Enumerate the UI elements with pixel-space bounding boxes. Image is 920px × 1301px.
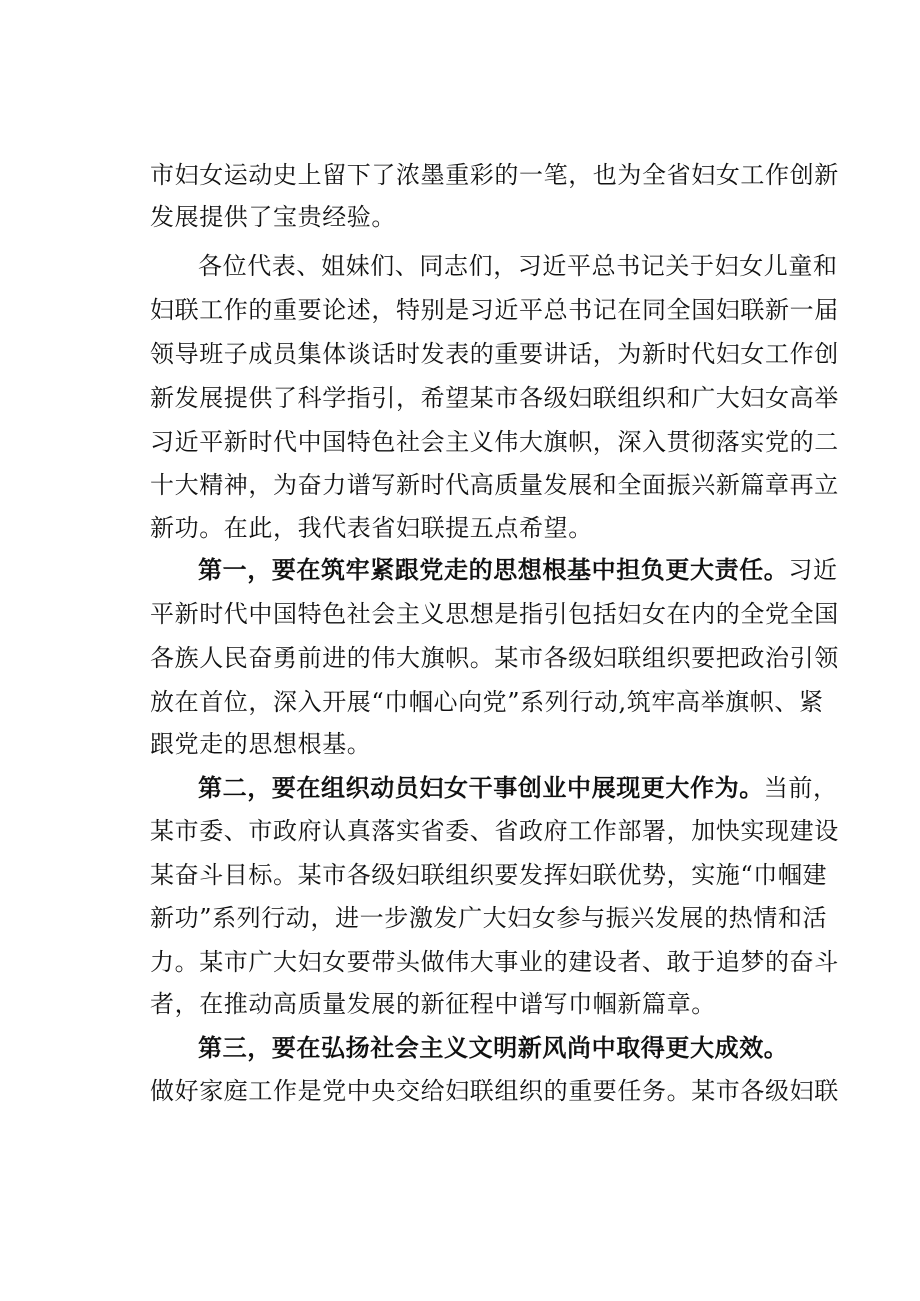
text-line: 某市委、市政府认真落实省委、省政府工作部署，加快实现建设	[150, 817, 839, 845]
paragraph-first-line: 各位代表、姐妹们、同志们，习近平总书记关于妇女儿童和	[198, 252, 838, 280]
heading-three: 第三，要在弘扬社会主义文明新风尚中取得更大成效。	[198, 1033, 789, 1062]
text-line: 妇联工作的重要论述，特别是习近平总书记在同全国妇联新一届	[150, 296, 839, 324]
heading-two: 第二，要在组织动员妇女干事创业中展现更大作为。	[198, 773, 764, 802]
text-line: 某奋斗目标。某市各级妇联组织要发挥妇联优势，实施“巾帼建	[150, 861, 828, 889]
text-line: 新功。在此，我代表省妇联提五点希望。	[150, 514, 593, 542]
paragraph-first-line: 第一，要在筑牢紧跟党走的思想根基中担负更大责任。习近	[198, 555, 838, 584]
text-line: 发展提供了宝贵经验。	[150, 203, 396, 231]
text-line: 平新时代中国特色社会主义思想是指引包括妇女在内的全党全国	[150, 600, 839, 628]
text-line: 市妇女运动史上留下了浓墨重彩的一笔，也为全省妇女工作创新	[150, 161, 839, 189]
text-line: 习近平新时代中国特色社会主义伟大旗帜，深入贯彻落实党的二	[150, 428, 839, 456]
text-line: 领导班子成员集体谈话时发表的重要讲话，为新时代妇女工作创	[150, 340, 839, 368]
text-line: 者，在推动高质量发展的新征程中谱写巾帼新篇章。	[150, 990, 716, 1018]
text-line: 放在首位，深入开展“巾帼心向党”系列行动,筑牢高举旗帜、紧	[150, 688, 824, 716]
text-line: 十大精神，为奋力谱写新时代高质量发展和全面振兴新篇章再立	[150, 471, 839, 499]
text-line: 跟党走的思想根基。	[150, 730, 372, 758]
paragraph-first-line: 第二，要在组织动员妇女干事创业中展现更大作为。当前，	[198, 773, 838, 802]
heading-one: 第一，要在筑牢紧跟党走的思想根基中担负更大责任。	[198, 555, 789, 584]
text-line: 力。某市广大妇女要带头做伟大事业的建设者、敢于追梦的奋斗	[150, 948, 839, 976]
paragraph-first-line	[150, 1028, 790, 1068]
text-line: 新发展提供了科学指引，希望某市各级妇联组织和广大妇女高举	[150, 384, 839, 412]
text-line: 各族人民奋勇前进的伟大旗帜。某市各级妇联组织要把政治引领	[150, 644, 839, 672]
text-line: 新功”系列行动，进一步激发广大妇女参与振兴发展的热情和活	[150, 904, 828, 932]
text-line: 做好家庭工作是党中央交给妇联组织的重要任务。某市各级妇联	[150, 1077, 839, 1105]
